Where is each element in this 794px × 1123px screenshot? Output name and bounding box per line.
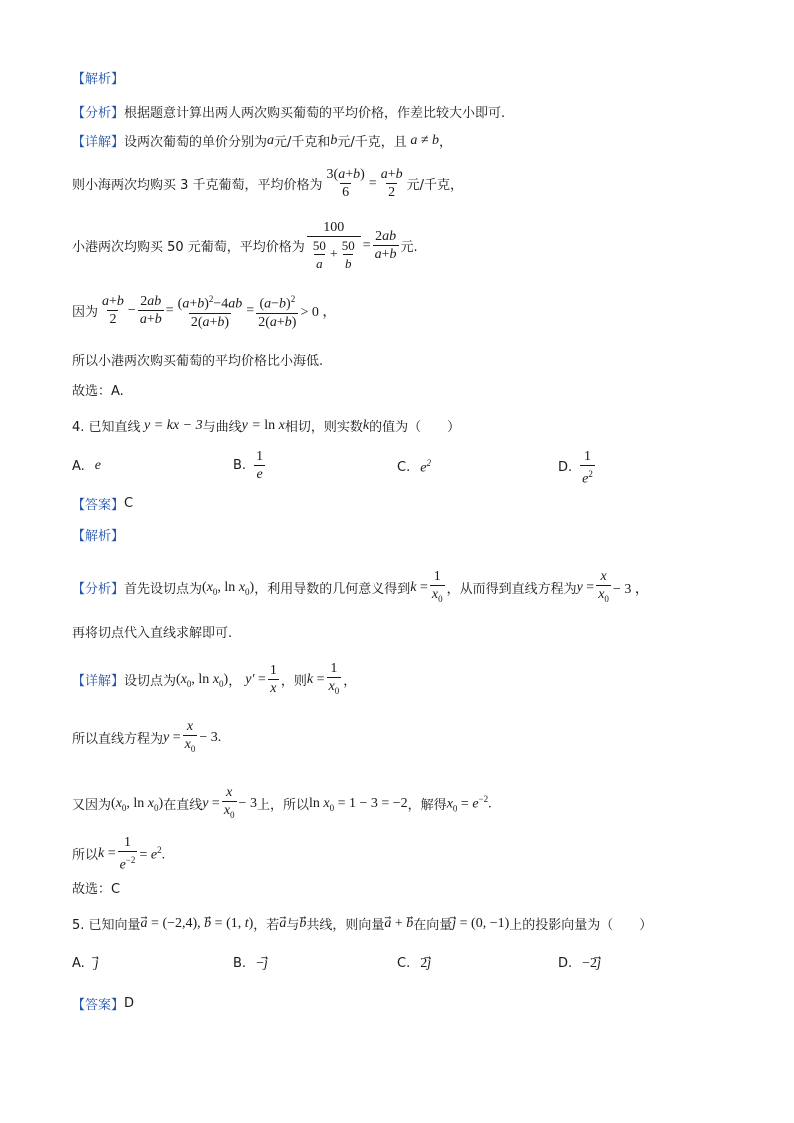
frac-100-over: 100 50 a + 50 b (307, 219, 361, 272)
q5-option-b: B. −j (233, 956, 268, 971)
again-a: 又因为 (72, 798, 112, 814)
math-point: ($x_0$, $\ln x_0$) (202, 579, 255, 597)
fenxi-tag: 【分析】 (72, 106, 125, 121)
q3-fenxi-line (72, 102, 505, 121)
q4-stem-d: 的值为（ ） (369, 420, 461, 435)
q4-answer (72, 494, 133, 513)
fenxi-b: ，利用导数的几何意义得到 (254, 582, 411, 598)
q3-line-compare: 因为 a+b 2 − $\frac{2ab}{a+b}$ = $\frac{(a+b)^2-4ab}{2(a+b)}$ = $\frac{(a-b)^2}{2(a+b)}$ > 0 ， (72, 291, 336, 331)
q5-option-d: D. −2j (558, 956, 601, 971)
again-c: 上，所以 (256, 798, 309, 814)
again-b: 在直线 (163, 798, 203, 814)
frac-3ab-6: $\frac{3(a+b)}{6}$ (326, 167, 365, 200)
q5-stem-d: 共线，则向量 (306, 918, 385, 933)
conclusion-text: 所以小港两次购买葡萄的平均价格比小海低. (72, 354, 324, 369)
q5-option-a: A. j (72, 956, 99, 971)
math-curve: y = ln x (241, 417, 285, 433)
frac-ab-2b: a+b 2 (102, 294, 124, 328)
q4-stem-b: 与曲线 (202, 420, 242, 435)
again-d: ，解得 (407, 798, 447, 814)
q4-jiexi (72, 525, 124, 544)
opt-label: A. (72, 956, 85, 971)
q4-final-answer: 故选：C (72, 882, 121, 897)
frac-diff-2: $\frac{(a-b)^2}{2(a+b)}$ (258, 294, 297, 330)
xj-text-2: 元/千克和 (274, 135, 331, 150)
opt-label: C. (397, 956, 411, 971)
opt-label: D. (558, 956, 573, 971)
frac-2ab: $\frac{2ab}{a+b}$ (374, 229, 397, 262)
q4-so-k: 所以 k = $\frac{1}{e^{-2}}$ = $e^2$. (72, 835, 166, 873)
xiaohai-text: 则小海两次均购买 3 千克葡萄，平均价格为 (72, 178, 323, 193)
opt-label: B. (233, 956, 247, 971)
q5-option-c: C. 2j (397, 956, 432, 971)
q4-option-b: B. 1 e (233, 449, 264, 482)
q3-conclusion (72, 350, 323, 369)
q5-stem-a: 5. 已知向量 (72, 918, 141, 933)
q4-fenxi-2 (72, 622, 232, 641)
xiaogang-unit: 元. (400, 240, 418, 255)
math-b: b (330, 132, 338, 148)
q4-line-eq: 所以直线方程为 y = $\frac{x}{x_0}$ − 3. (72, 718, 221, 758)
q3-answer-text: 故选：A. (72, 384, 124, 399)
q4-xiangjie: 【详解】 设切点为 ($x_0$, $\ln x_0$) ， y′ = $\frac{1}{x}$ ，则 k = $\frac{1}{x_0}$ ， (72, 660, 356, 700)
frac-2ab-b: $\frac{2ab}{a+b}$ (139, 294, 162, 328)
q5-stem-b: ，若 (253, 918, 280, 933)
frac-ab-2: $\frac{a+b}{2}$ (380, 167, 403, 200)
q4-stem-c: 相切，则实数 (284, 420, 363, 435)
q4-answer-final (72, 878, 120, 897)
jiexi-tag: 【解析】 (72, 72, 125, 87)
fenxi-text: 根据题意计算出两人两次购买葡萄的平均价格，作差比较大小即可. (124, 106, 506, 121)
opt-label: C. (397, 459, 411, 475)
frac-x-x0: $\frac{x}{x_0}$ (596, 568, 611, 608)
section-header (72, 68, 124, 87)
xiangjie-tag: 【详解】 (72, 674, 125, 690)
xj-b: ，则 (280, 674, 307, 690)
q4-stem (72, 416, 460, 435)
math-line-eq: y = kx − 3 (140, 417, 203, 433)
q4-again: 又因为 ($x_0$, $\ln x_0$) 在直线 y = $\frac{x}{x_0}$ − 3 上，所以 $\ln x_0 = 1 - 3 = -2$ ，解得 $x_0 = e^{-2}$. (72, 784, 492, 824)
answer-value: D (124, 996, 135, 1011)
q3-answer (72, 380, 124, 399)
q4-option-c: C. $e^2$ (397, 458, 431, 476)
jiexi-tag: 【解析】 (72, 529, 125, 544)
opt-label: D. (558, 460, 573, 476)
xiangjie-tag: 【详解】 (72, 135, 125, 150)
opt-label: A. (72, 458, 85, 474)
q5-stem-e: 在向量 (413, 918, 453, 933)
answer-value: C (124, 496, 134, 511)
q5-stem-f: 上的投影向量为（ ） (509, 918, 653, 933)
fenxi-line2: 再将切点代入直线求解即可. (72, 626, 233, 641)
q3-line-xiaohai: 则小海两次均购买 3 千克葡萄，平均价格为 $\frac{3(a+b)}{6}$ = $\frac{a+b}{2}$ 元/千克， (72, 167, 463, 200)
xj-text-1: 设两次葡萄的单价分别为 (124, 135, 268, 150)
fenxi-c: ，从而得到直线方程为 (446, 582, 577, 598)
q4-option-a: A. e (72, 458, 102, 474)
frac-1-x0: $\frac{1}{x_0}$ (430, 568, 445, 608)
because-text: 因为 (72, 305, 99, 321)
xiaohai-unit: 元/千克， (406, 178, 463, 193)
frac-diff-1: $\frac{(a+b)^2-4ab}{2(a+b)}$ (177, 294, 243, 330)
xj-a: 设切点为 (124, 674, 177, 690)
q5-answer (72, 994, 134, 1013)
math-k: k (362, 417, 370, 433)
q3-line-xiaogang: 小港两次均购买 50 元葡萄，平均价格为 100 50 a + 50 b = $\frac{2ab}{a+b}$ 元. (72, 220, 418, 271)
fenxi-tag: 【分析】 (72, 582, 125, 598)
answer-tag: 【答案】 (72, 498, 125, 513)
q5-stem: 5. 已知向量 a⃗ = (−2,4), b⃗ = (1, t) ，若 a 与 b 共线，则向量 a⃗ + b 在向量 j⃗ = (0, −1) 上的投影向量为（ ） (72, 916, 653, 933)
q4-fenxi: 【分析】 首先设切点为 ($x_0$, $\ln x_0$) ，利用导数的几何意义得到 k = $\frac{1}{x_0}$ ，从而得到直线方程为 y = $\frac{x}{x_0}$ − 3 ， (72, 568, 649, 608)
xiaogang-text: 小港两次均购买 50 元葡萄，平均价格为 (72, 240, 305, 255)
q4-stem-a: 4. 已知直线 (72, 420, 141, 435)
math-a-neq-b: a ≠ b (406, 132, 439, 148)
q4-option-d: D. 1 $e^2$ (558, 449, 593, 487)
q3-xiangjie-line: 【详解】 设两次葡萄的单价分别为 a 元/千克和 b 元/千克，且 a ≠ b ， (72, 132, 453, 150)
line-eq-text: 所以直线方程为 (72, 732, 164, 748)
fenxi-a: 首先设切点为 (124, 582, 203, 598)
opt-label: B. (233, 458, 247, 473)
answer-tag: 【答案】 (72, 998, 125, 1013)
xj-text-3: 元/千克，且 (337, 135, 407, 150)
so-k-text: 所以 (72, 848, 99, 864)
math-a: a (267, 132, 275, 148)
q5-stem-c: 与 (286, 918, 300, 933)
